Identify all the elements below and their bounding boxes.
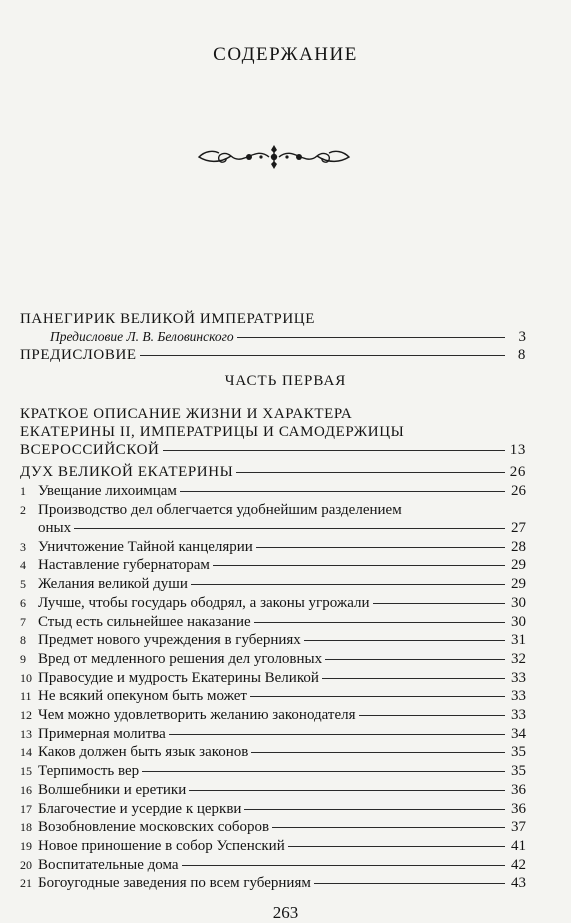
chapter-page: 27	[511, 519, 526, 536]
chapter-page: 43	[511, 875, 526, 892]
chapter-page: 36	[511, 800, 526, 817]
chapter-entry[interactable]	[20, 725, 526, 743]
toc-entry-title: Предисловие Л. В. Беловинского	[50, 329, 234, 344]
leader-line	[314, 883, 505, 884]
chapter-title: Примерная молитва	[38, 725, 166, 742]
chapter-number: 7	[20, 614, 26, 629]
chapter-entry[interactable]	[20, 706, 526, 724]
chapter-title: Вред от медленного решения дел уголовных	[38, 650, 323, 667]
chapter-title: Желания великой души	[38, 576, 188, 593]
chapter-number: 11	[20, 689, 32, 704]
chapter-title: Возобновление московских соборов	[38, 819, 270, 836]
toc-entry-page: 3	[518, 329, 526, 345]
chapter-number: 12	[20, 708, 32, 722]
chapter-title: Увещание лихоимцам	[38, 483, 177, 499]
chapter-number: 20	[20, 857, 32, 872]
chapter-page: 28	[511, 538, 526, 555]
chapter-title: Воспитательные дома	[38, 856, 179, 873]
chapter-page: 35	[511, 744, 526, 761]
chapter-page: 30	[511, 613, 526, 630]
chapter-page: 33	[511, 707, 526, 723]
chapter-entry[interactable]	[20, 687, 526, 705]
toc-entry-title-line: ЕКАТЕРИНЫ II, ИМПЕРАТРИЦЫ И САМОДЕРЖИЦЫ	[20, 424, 405, 440]
chapter-entry[interactable]	[20, 762, 526, 780]
chapter-entry[interactable]	[20, 743, 526, 761]
leader-line	[359, 715, 505, 716]
toc-entry-preface[interactable]	[20, 346, 526, 364]
chapter-page: 32	[511, 650, 526, 667]
chapter-entry[interactable]	[20, 594, 526, 612]
toc-entry-page: 26	[509, 464, 526, 480]
leader-line	[182, 865, 505, 866]
leader-line	[288, 846, 505, 847]
chapter-title: Чем можно удовлетворить желанию законодателя	[38, 707, 356, 723]
chapter-number: 6	[20, 595, 26, 610]
chapter-title: Лучше, чтобы государь ободрял, а законы угрожали	[38, 594, 370, 611]
chapter-title: Наставление губернаторам	[38, 557, 210, 574]
chapter-number: 16	[20, 782, 32, 797]
chapter-number: 3	[20, 539, 26, 554]
leader-line	[256, 547, 505, 548]
chapter-title: Правосудие и мудрость Екатерины Великой	[38, 669, 319, 686]
toc-entry-title: ПРЕДИСЛОВИЕ	[20, 347, 137, 363]
chapter-number: 10	[20, 670, 32, 685]
chapter-number: 19	[20, 838, 32, 853]
leader-line	[244, 809, 505, 810]
chapter-title: Не всякий опекуном быть может	[38, 688, 247, 705]
chapter-number: 9	[20, 651, 26, 666]
chapter-entry[interactable]	[20, 669, 526, 687]
chapter-page: 37	[511, 819, 526, 836]
chapter-title: Каков должен быть язык законов	[38, 744, 249, 761]
leader-line	[169, 734, 505, 735]
leader-line	[251, 752, 505, 753]
leader-line	[325, 659, 505, 660]
chapter-page: 33	[511, 669, 526, 686]
chapter-number: 2	[20, 502, 26, 517]
chapter-number: 4	[20, 558, 26, 573]
chapter-title: Стыд есть сильнейшее наказание	[38, 613, 251, 630]
leader-line	[322, 678, 505, 679]
chapter-page: 36	[511, 781, 526, 798]
leader-line	[254, 622, 505, 623]
chapter-number: 1	[20, 484, 26, 498]
chapter-entry[interactable]	[20, 613, 526, 631]
chapter-entry[interactable]	[20, 818, 526, 836]
chapter-title: Благочестие и усердие к церкви	[38, 800, 242, 817]
chapter-number: 5	[20, 577, 26, 592]
chapter-number: 14	[20, 745, 32, 760]
toc-entry-title-line: ВСЕРОССИЙСКОЙ	[20, 442, 160, 458]
leader-line	[250, 696, 505, 697]
leader-line	[237, 337, 505, 338]
chapter-title: Новое приношение в собор Успенский	[38, 837, 285, 854]
toc-entry-page: 8	[517, 347, 526, 363]
chapter-page: 31	[511, 632, 526, 649]
toc-entry-title: ПАНЕГИРИК ВЕЛИКОЙ ИМПЕРАТРИЦЕ	[20, 311, 315, 327]
chapter-page: 34	[511, 725, 526, 742]
page-number: 263	[272, 903, 299, 922]
chapter-entry[interactable]	[20, 650, 526, 668]
chapter-entry[interactable]	[20, 538, 526, 556]
chapter-title: Богоугодные заведения по всем губерниям	[38, 875, 311, 892]
leader-line	[236, 472, 505, 473]
chapter-number: 13	[20, 726, 32, 741]
page-title: СОДЕРЖАНИЕ	[213, 44, 358, 65]
chapter-entry[interactable]	[20, 556, 526, 574]
chapter-page: 30	[511, 594, 526, 611]
chapter-number: 21	[20, 876, 32, 891]
toc-entry-panegyric[interactable]	[20, 310, 526, 328]
chapter-page: 33	[511, 688, 526, 705]
chapter-title: Терпимость вер	[38, 763, 140, 780]
chapter-title: Предмет нового учреждения в губерниях	[38, 632, 301, 649]
chapter-entry[interactable]	[20, 856, 526, 874]
leader-line	[304, 640, 505, 641]
chapter-entry[interactable]	[20, 781, 526, 799]
chapter-number: 17	[20, 801, 32, 816]
chapter-entry[interactable]	[20, 482, 526, 500]
toc-entry-short-description[interactable]	[20, 405, 526, 459]
chapter-title: Производство дел облегчается удобнейшим разделением	[38, 501, 402, 518]
leader-line	[191, 584, 505, 585]
chapter-page: 29	[511, 557, 526, 574]
chapter-entry[interactable]	[20, 874, 526, 892]
chapter-page: 35	[511, 763, 526, 780]
leader-line	[213, 565, 505, 566]
leader-line	[163, 450, 506, 451]
leader-line	[180, 491, 505, 492]
leader-line	[74, 528, 505, 529]
chapter-entry[interactable]	[20, 631, 526, 649]
toc-entry-page: 13	[509, 442, 526, 458]
chapter-entry[interactable]	[20, 501, 526, 537]
chapter-entry[interactable]	[20, 837, 526, 855]
chapter-page: 26	[511, 483, 526, 499]
toc-entry-title: ДУХ ВЕЛИКОЙ ЕКАТЕРИНЫ	[20, 464, 234, 480]
chapter-number: 15	[20, 764, 32, 779]
toc-entry-title-line: КРАТКОЕ ОПИСАНИЕ ЖИЗНИ И ХАРАКТЕРА	[20, 406, 353, 422]
ornament-divider-icon	[195, 142, 353, 172]
chapter-title-cont: оных	[38, 519, 72, 536]
leader-line	[189, 790, 505, 791]
part-heading: ЧАСТЬ ПЕРВАЯ	[224, 373, 347, 389]
leader-line	[272, 827, 505, 828]
chapter-entry[interactable]	[20, 800, 526, 818]
chapter-page: 29	[511, 576, 526, 593]
leader-line	[373, 603, 506, 604]
chapter-number: 18	[20, 820, 32, 835]
chapter-page: 42	[511, 856, 526, 873]
toc-entry-foreword-belovinsky[interactable]	[20, 328, 526, 346]
leader-line	[140, 355, 505, 356]
leader-line	[142, 771, 505, 772]
chapter-number: 8	[20, 633, 26, 648]
chapter-title: Волшебники и еретики	[38, 781, 187, 798]
chapter-page: 41	[511, 837, 526, 854]
chapter-title: Уничтожение Тайной канцелярии	[38, 538, 253, 555]
chapter-entry[interactable]	[20, 575, 526, 593]
toc-entry-spirit[interactable]	[20, 463, 526, 481]
